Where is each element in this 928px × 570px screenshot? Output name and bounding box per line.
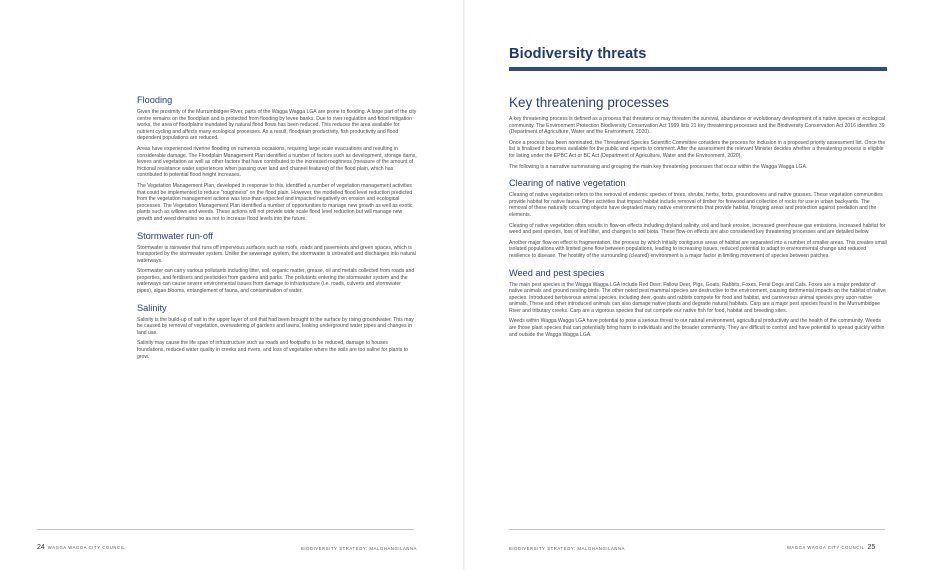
right-page-body (509, 94, 887, 342)
page-title: Key threatening processes (509, 95, 669, 110)
paragraph: Another major flow-on effect is fragmentation, the process by which initially contiguous areas of habitat are separated into a number of smaller areas. This creates small isolated populations with limited gene flow between populations, leading to increasing issues, reduced potential to adapt to environmental change and reduced resilience to disease. The hostility of the surrounding (cleared) environment is a major factor in limiting movement of species between patches. (509, 239, 887, 259)
paragraph: The Vegetation Management Plan, developed in response to this, identified a number of vegetation management activities that could be implemented to reduce "roughness" on the flood plain. However, the modelled flood level reduction predicted from the vegetation management actions was less than expected and impacted negatively on erosion and ecological processes. The Vegetation Management Plan identified a number of opportunities to manage new growth as well as exotic plants such as willows and weeds. These actions will not provide wide scale flood level reduction but will manage new growth and weed densities so as not to increase flood levels into the future. (137, 182, 413, 222)
footer-left (37, 544, 125, 551)
footer-right (787, 544, 875, 551)
chapter-title: Biodiversity threats (509, 46, 647, 62)
left-page-body (137, 94, 417, 364)
section-heading: Weed and pest species (509, 267, 605, 278)
footer-council-name: WAGGA WAGGA CITY COUNCIL (787, 545, 865, 550)
page-number: 24 (37, 544, 45, 551)
paragraph: Salinity is the build-up of salt in the upper layer of soil that had been brought to the surface by rising groundwater. This may be caused by removal of vegetation, overwatering of gardens and lawns, leaking underground water pipes and changes in land use. (137, 316, 414, 336)
paragraph: Clearing of native vegetation often results in flow-on effects including dryland salinity, soil and bank erosion, increased greenhouse gas emissions, increased habitat for weed and pest species, loss of leaf litter, and changes to soil biota. These flow-on effects are also considered key threatening processes and are detailed below. (509, 222, 886, 236)
section-clearing-native-vegetation (509, 177, 887, 259)
paragraph: Weeds within Wagga Wagga LGA have potential to pose a serious threat to our natural environment, agricultural productivity and the health of the community. Weeds are those plant species that can potentially bring harm to individuals and the broader community. They are difficult to control and have potential to spread quickly within and outside the Wagga Wagga LGA. (509, 318, 885, 338)
footer-rule (37, 529, 414, 530)
chapter-title-bar (509, 67, 887, 71)
left-page (0, 0, 463, 570)
footer-doc-title: BIODIVERSITY STRATEGY: MALGHANGILANNA (509, 546, 626, 551)
paragraph: Once a process has been nominated, the Threatened Species Scientific Committee considers the process for inclusion in a proposed priority assessment list. Once the list is finalised it becomes available for the public and experts to comment. After the assessment the relevant Minister decides whether a threatening process is eligible for listing under the EPBC Act or BC Act (Department of Agriculture, Water and the Environment, 2020). (509, 139, 886, 159)
section-stormwater-run-off (137, 230, 417, 295)
paragraph: Given the proximity of the Murrumbidgee River, parts of the Wagga Wagga LGA are prone to flooding. A large part of the city centre remains on the floodplain and is protected from flooding by levee banks. Due to river regulation and flood mitigation works, the area of floodplains inundated by natural flood flows has been reduced. This reduces the area available for nutrient cycling and affects many ecological processes. As a result, floodplain productivity, fish productivity and flood dependent populations are reduced. (137, 109, 417, 142)
footer-council-name: WAGGA WAGGA CITY COUNCIL (47, 545, 126, 550)
section-heading: Flooding (137, 95, 173, 105)
section-weed-and-pest-species (509, 267, 887, 339)
paragraph: Salinity may cause the life span of infrastructure such as roads and footpaths to be reduced, damage to houses foundations, reduced water quality in creeks and rivers, and loss of vegetation where the soils are too saline for plants to grow. (137, 340, 408, 360)
page-number: 25 (867, 544, 876, 551)
footer-rule (509, 529, 885, 530)
section-heading: Stormwater run-off (137, 230, 213, 241)
paragraph: The main pest species in the Wagga Wagga LGA include Red Deer, Fallow Deer, Pigs, Goats, Rabbits, Foxes, Feral Dogs and Cats. Foxes are a major predator of native animals and ground nesting birds. The other noted pest mammal species are destructive to the environment, causing detrimental impacts on the habitat of native species. Introduced herbivorous animal species, including deer, goats and rabbits compete for food and habitat, and carnivorous animal species prey upon native animals. These and other introduced animals can also damage native plants and degrade natural habitats. Carp are a major pest species found in the Murrumbidgee River and tributary creeks. Carp are a vigorous species that out compete our native fish for food, habitat and breeding sites. (509, 281, 886, 314)
right-page (465, 0, 928, 570)
paragraph: Stormwater can carry various pollutants including litter, soil, organic matter, grease, oil and metals collected from roads and properties, and fertilisers and pesticides from gardens and parks. The pollutants entering the stormwater system and the waterways can cause severe environmental issues from damage to infrastructure (i.e. roads, culverts and stormwater pipes), algae blooms, entanglement of fauna, and contamination of water. (137, 268, 415, 295)
paragraph: Clearing of native vegetation refers to the removal of endemic species of trees, shrubs, herbs, forbs, groundcovers and native grasses. These vegetation communities provide habitat for native fauna. Other activities that impact habitat include removal of timber for firewood and collection of rocks for use in urban backyards. The removal of these naturally occurring objects have degraded many native environments that provide habitat, foraging areas and protection against predation and the elements. (509, 192, 883, 218)
section-salinity (137, 302, 417, 361)
section-flooding (137, 94, 417, 223)
paragraph: A key threatening process is defined as a process that threatens or may threaten the survival, abundance or evolutionary development of a native species or ecological community. The Environment Protection Biodiversity Conservation Act 1999 lists 21 key threatening processes and the Biodiversity Conservation Act 2016 identifies 39 (Department of Agriculture, Water and the Environment, 2020). (509, 116, 886, 136)
footer-doc-title: BIODIVERSITY STRATEGY: MALGHANGILANNA (301, 546, 418, 551)
section-heading: Salinity (137, 302, 167, 313)
paragraph: The following is a narrative summarising and grouping the main key threatening processes that occur within the Wagga Wagga LGA. (509, 163, 808, 170)
section-heading: Clearing of native vegetation (509, 178, 626, 189)
paragraph: Areas have experienced riverine flooding on numerous occasions, requiring large scale evacuations and resulting in considerable damage. The Floodplain Management Plan identified a number of factors such as development, storage dams, levees and vegetation as well as other factors that have contributed to the increased roughness (measure of the amount of frictional resistance water experiences when passing over land and channel features) of the flood plain, which has contributed to potential flood height increases. (137, 145, 417, 179)
paragraph: Stormwater is rainwater that runs off impervious surfaces such as roofs, roads and pavements and green spaces, which is transported by the stormwater system. Unlike the sewerage system, the stormwater is untreated and discharges into natural waterways. (137, 244, 416, 264)
